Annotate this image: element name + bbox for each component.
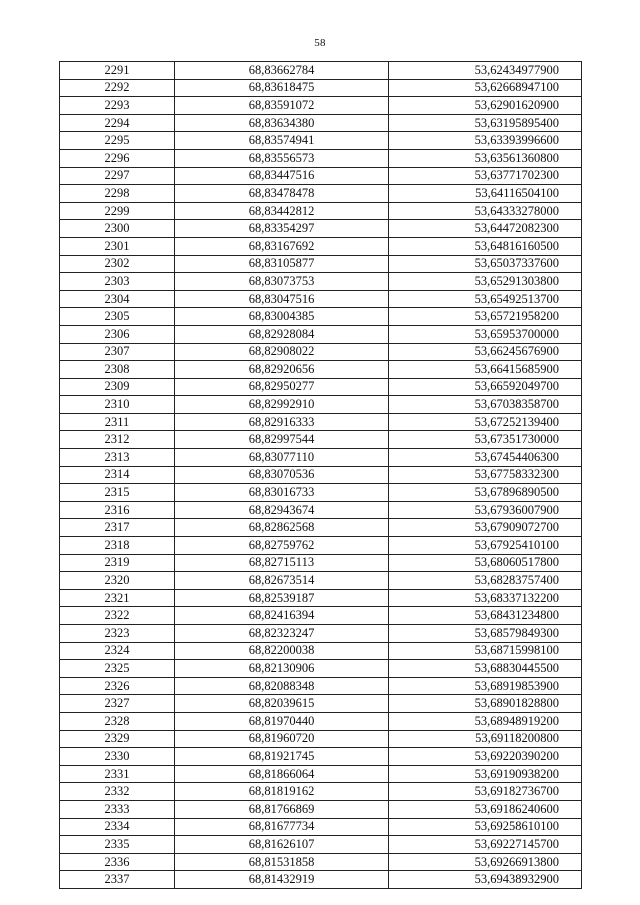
x-coordinate-cell: 68,82928084 — [175, 325, 389, 343]
table-row — [60, 62, 582, 80]
table-row — [60, 132, 582, 150]
point-number-cell: 2332 — [60, 783, 175, 801]
y-coordinate-cell: 53,66592049700 — [389, 378, 582, 396]
x-coordinate-cell: 68,82200038 — [175, 642, 389, 660]
x-coordinate-cell: 68,81921745 — [175, 748, 389, 766]
point-number-cell: 2322 — [60, 607, 175, 625]
table-row — [60, 149, 582, 167]
x-coordinate-cell: 68,83447516 — [175, 167, 389, 185]
x-coordinate-cell: 68,82539187 — [175, 589, 389, 607]
y-coordinate-cell: 53,67038358700 — [389, 396, 582, 414]
x-coordinate-cell: 68,82916333 — [175, 413, 389, 431]
point-number-cell: 2292 — [60, 79, 175, 97]
table-row — [60, 79, 582, 97]
x-coordinate-cell: 68,81626107 — [175, 836, 389, 854]
table-row — [60, 572, 582, 590]
table-row — [60, 185, 582, 203]
y-coordinate-cell: 53,68830445500 — [389, 660, 582, 678]
x-coordinate-cell: 68,83634380 — [175, 114, 389, 132]
y-coordinate-cell: 53,68283757400 — [389, 572, 582, 590]
coordinates-table — [59, 61, 582, 889]
y-coordinate-cell: 53,69182736700 — [389, 783, 582, 801]
point-number-cell: 2333 — [60, 800, 175, 818]
table-row — [60, 449, 582, 467]
y-coordinate-cell: 53,65492513700 — [389, 290, 582, 308]
x-coordinate-cell: 68,83618475 — [175, 79, 389, 97]
point-number-cell: 2320 — [60, 572, 175, 590]
point-number-cell: 2318 — [60, 537, 175, 555]
y-coordinate-cell: 53,69438932900 — [389, 871, 582, 889]
y-coordinate-cell: 53,68948919200 — [389, 712, 582, 730]
y-coordinate-cell: 53,67909072700 — [389, 519, 582, 537]
table-row — [60, 431, 582, 449]
y-coordinate-cell: 53,62668947100 — [389, 79, 582, 97]
point-number-cell: 2301 — [60, 237, 175, 255]
x-coordinate-cell: 68,81866064 — [175, 765, 389, 783]
point-number-cell: 2323 — [60, 625, 175, 643]
point-number-cell: 2317 — [60, 519, 175, 537]
point-number-cell: 2305 — [60, 308, 175, 326]
y-coordinate-cell: 53,65721958200 — [389, 308, 582, 326]
y-coordinate-cell: 53,68060517800 — [389, 554, 582, 572]
table-row — [60, 625, 582, 643]
y-coordinate-cell: 53,69266913800 — [389, 853, 582, 871]
point-number-cell: 2337 — [60, 871, 175, 889]
table-row — [60, 484, 582, 502]
y-coordinate-cell: 53,68431234800 — [389, 607, 582, 625]
y-coordinate-cell: 53,67896890500 — [389, 484, 582, 502]
x-coordinate-cell: 68,82908022 — [175, 343, 389, 361]
table-row — [60, 853, 582, 871]
x-coordinate-cell: 68,83478478 — [175, 185, 389, 203]
y-coordinate-cell: 53,67925410100 — [389, 537, 582, 555]
x-coordinate-cell: 68,83591072 — [175, 97, 389, 115]
y-coordinate-cell: 53,68919853900 — [389, 677, 582, 695]
point-number-cell: 2314 — [60, 466, 175, 484]
y-coordinate-cell: 53,68579849300 — [389, 625, 582, 643]
y-coordinate-cell: 53,69258610100 — [389, 818, 582, 836]
table-row — [60, 97, 582, 115]
x-coordinate-cell: 68,81819162 — [175, 783, 389, 801]
table-row — [60, 378, 582, 396]
x-coordinate-cell: 68,82416394 — [175, 607, 389, 625]
point-number-cell: 2297 — [60, 167, 175, 185]
table-row — [60, 413, 582, 431]
table-row — [60, 800, 582, 818]
table-row — [60, 237, 582, 255]
x-coordinate-cell: 68,83105877 — [175, 255, 389, 273]
page-number: 58 — [314, 37, 326, 49]
y-coordinate-cell: 53,63195895400 — [389, 114, 582, 132]
table-row — [60, 466, 582, 484]
x-coordinate-cell: 68,81677734 — [175, 818, 389, 836]
x-coordinate-cell: 68,82862568 — [175, 519, 389, 537]
table-row — [60, 519, 582, 537]
x-coordinate-cell: 68,83556573 — [175, 149, 389, 167]
x-coordinate-cell: 68,82992910 — [175, 396, 389, 414]
point-number-cell: 2325 — [60, 660, 175, 678]
y-coordinate-cell: 53,63561360800 — [389, 149, 582, 167]
table-row — [60, 255, 582, 273]
point-number-cell: 2312 — [60, 431, 175, 449]
y-coordinate-cell: 53,66415685900 — [389, 361, 582, 379]
table-row — [60, 783, 582, 801]
x-coordinate-cell: 68,82950277 — [175, 378, 389, 396]
point-number-cell: 2313 — [60, 449, 175, 467]
x-coordinate-cell: 68,83442812 — [175, 202, 389, 220]
table-row — [60, 290, 582, 308]
y-coordinate-cell: 53,66245676900 — [389, 343, 582, 361]
table-row — [60, 167, 582, 185]
y-coordinate-cell: 53,67936007900 — [389, 501, 582, 519]
y-coordinate-cell: 53,67252139400 — [389, 413, 582, 431]
point-number-cell: 2311 — [60, 413, 175, 431]
y-coordinate-cell: 53,63771702300 — [389, 167, 582, 185]
point-number-cell: 2300 — [60, 220, 175, 238]
y-coordinate-cell: 53,65291303800 — [389, 273, 582, 291]
table-row — [60, 114, 582, 132]
y-coordinate-cell: 53,69186240600 — [389, 800, 582, 818]
y-coordinate-cell: 53,68901828800 — [389, 695, 582, 713]
point-number-cell: 2294 — [60, 114, 175, 132]
point-number-cell: 2291 — [60, 62, 175, 80]
table-row — [60, 554, 582, 572]
x-coordinate-cell: 68,83077110 — [175, 449, 389, 467]
y-coordinate-cell: 53,65953700000 — [389, 325, 582, 343]
x-coordinate-cell: 68,82997544 — [175, 431, 389, 449]
point-number-cell: 2335 — [60, 836, 175, 854]
table-row — [60, 607, 582, 625]
y-coordinate-cell: 53,67454406300 — [389, 449, 582, 467]
x-coordinate-cell: 68,82039615 — [175, 695, 389, 713]
x-coordinate-cell: 68,81766869 — [175, 800, 389, 818]
x-coordinate-cell: 68,83070536 — [175, 466, 389, 484]
x-coordinate-cell: 68,82759762 — [175, 537, 389, 555]
x-coordinate-cell: 68,82323247 — [175, 625, 389, 643]
point-number-cell: 2327 — [60, 695, 175, 713]
table-row — [60, 642, 582, 660]
table-row — [60, 396, 582, 414]
x-coordinate-cell: 68,81531858 — [175, 853, 389, 871]
point-number-cell: 2319 — [60, 554, 175, 572]
y-coordinate-cell: 53,62434977900 — [389, 62, 582, 80]
y-coordinate-cell: 53,69220390200 — [389, 748, 582, 766]
y-coordinate-cell: 53,65037337600 — [389, 255, 582, 273]
x-coordinate-cell: 68,83016733 — [175, 484, 389, 502]
x-coordinate-cell: 68,83167692 — [175, 237, 389, 255]
x-coordinate-cell: 68,83354297 — [175, 220, 389, 238]
point-number-cell: 2336 — [60, 853, 175, 871]
y-coordinate-cell: 53,63393996600 — [389, 132, 582, 150]
point-number-cell: 2310 — [60, 396, 175, 414]
x-coordinate-cell: 68,83662784 — [175, 62, 389, 80]
point-number-cell: 2302 — [60, 255, 175, 273]
y-coordinate-cell: 53,64472082300 — [389, 220, 582, 238]
point-number-cell: 2329 — [60, 730, 175, 748]
x-coordinate-cell: 68,82130906 — [175, 660, 389, 678]
point-number-cell: 2308 — [60, 361, 175, 379]
point-number-cell: 2296 — [60, 149, 175, 167]
y-coordinate-cell: 53,68715998100 — [389, 642, 582, 660]
point-number-cell: 2315 — [60, 484, 175, 502]
x-coordinate-cell: 68,82920656 — [175, 361, 389, 379]
point-number-cell: 2331 — [60, 765, 175, 783]
point-number-cell: 2298 — [60, 185, 175, 203]
point-number-cell: 2295 — [60, 132, 175, 150]
table-row — [60, 677, 582, 695]
x-coordinate-cell: 68,81960720 — [175, 730, 389, 748]
point-number-cell: 2303 — [60, 273, 175, 291]
y-coordinate-cell: 53,69118200800 — [389, 730, 582, 748]
point-number-cell: 2326 — [60, 677, 175, 695]
table-row — [60, 836, 582, 854]
x-coordinate-cell: 68,81432919 — [175, 871, 389, 889]
x-coordinate-cell: 68,83004385 — [175, 308, 389, 326]
point-number-cell: 2324 — [60, 642, 175, 660]
y-coordinate-cell: 53,64116504100 — [389, 185, 582, 203]
y-coordinate-cell: 53,62901620900 — [389, 97, 582, 115]
table-row — [60, 589, 582, 607]
table-row — [60, 695, 582, 713]
table-row — [60, 818, 582, 836]
point-number-cell: 2304 — [60, 290, 175, 308]
point-number-cell: 2321 — [60, 589, 175, 607]
table-row — [60, 501, 582, 519]
table-row — [60, 660, 582, 678]
table-row — [60, 712, 582, 730]
table-row — [60, 202, 582, 220]
y-coordinate-cell: 53,69190938200 — [389, 765, 582, 783]
x-coordinate-cell: 68,82088348 — [175, 677, 389, 695]
table-row — [60, 871, 582, 889]
x-coordinate-cell: 68,82943674 — [175, 501, 389, 519]
table-row — [60, 325, 582, 343]
x-coordinate-cell: 68,83047516 — [175, 290, 389, 308]
table-body — [60, 62, 582, 889]
point-number-cell: 2307 — [60, 343, 175, 361]
point-number-cell: 2299 — [60, 202, 175, 220]
point-number-cell: 2293 — [60, 97, 175, 115]
point-number-cell: 2306 — [60, 325, 175, 343]
point-number-cell: 2309 — [60, 378, 175, 396]
table-row — [60, 273, 582, 291]
y-coordinate-cell: 53,64816160500 — [389, 237, 582, 255]
table-row — [60, 537, 582, 555]
point-number-cell: 2330 — [60, 748, 175, 766]
table-row — [60, 730, 582, 748]
table-row — [60, 343, 582, 361]
x-coordinate-cell: 68,82673514 — [175, 572, 389, 590]
point-number-cell: 2334 — [60, 818, 175, 836]
table-row — [60, 748, 582, 766]
point-number-cell: 2328 — [60, 712, 175, 730]
table-row — [60, 361, 582, 379]
y-coordinate-cell: 53,67758332300 — [389, 466, 582, 484]
y-coordinate-cell: 53,68337132200 — [389, 589, 582, 607]
table-row — [60, 765, 582, 783]
y-coordinate-cell: 53,69227145700 — [389, 836, 582, 854]
y-coordinate-cell: 53,64333278000 — [389, 202, 582, 220]
x-coordinate-cell: 68,83574941 — [175, 132, 389, 150]
x-coordinate-cell: 68,82715113 — [175, 554, 389, 572]
table-row — [60, 220, 582, 238]
y-coordinate-cell: 53,67351730000 — [389, 431, 582, 449]
table-row — [60, 308, 582, 326]
x-coordinate-cell: 68,83073753 — [175, 273, 389, 291]
x-coordinate-cell: 68,81970440 — [175, 712, 389, 730]
point-number-cell: 2316 — [60, 501, 175, 519]
